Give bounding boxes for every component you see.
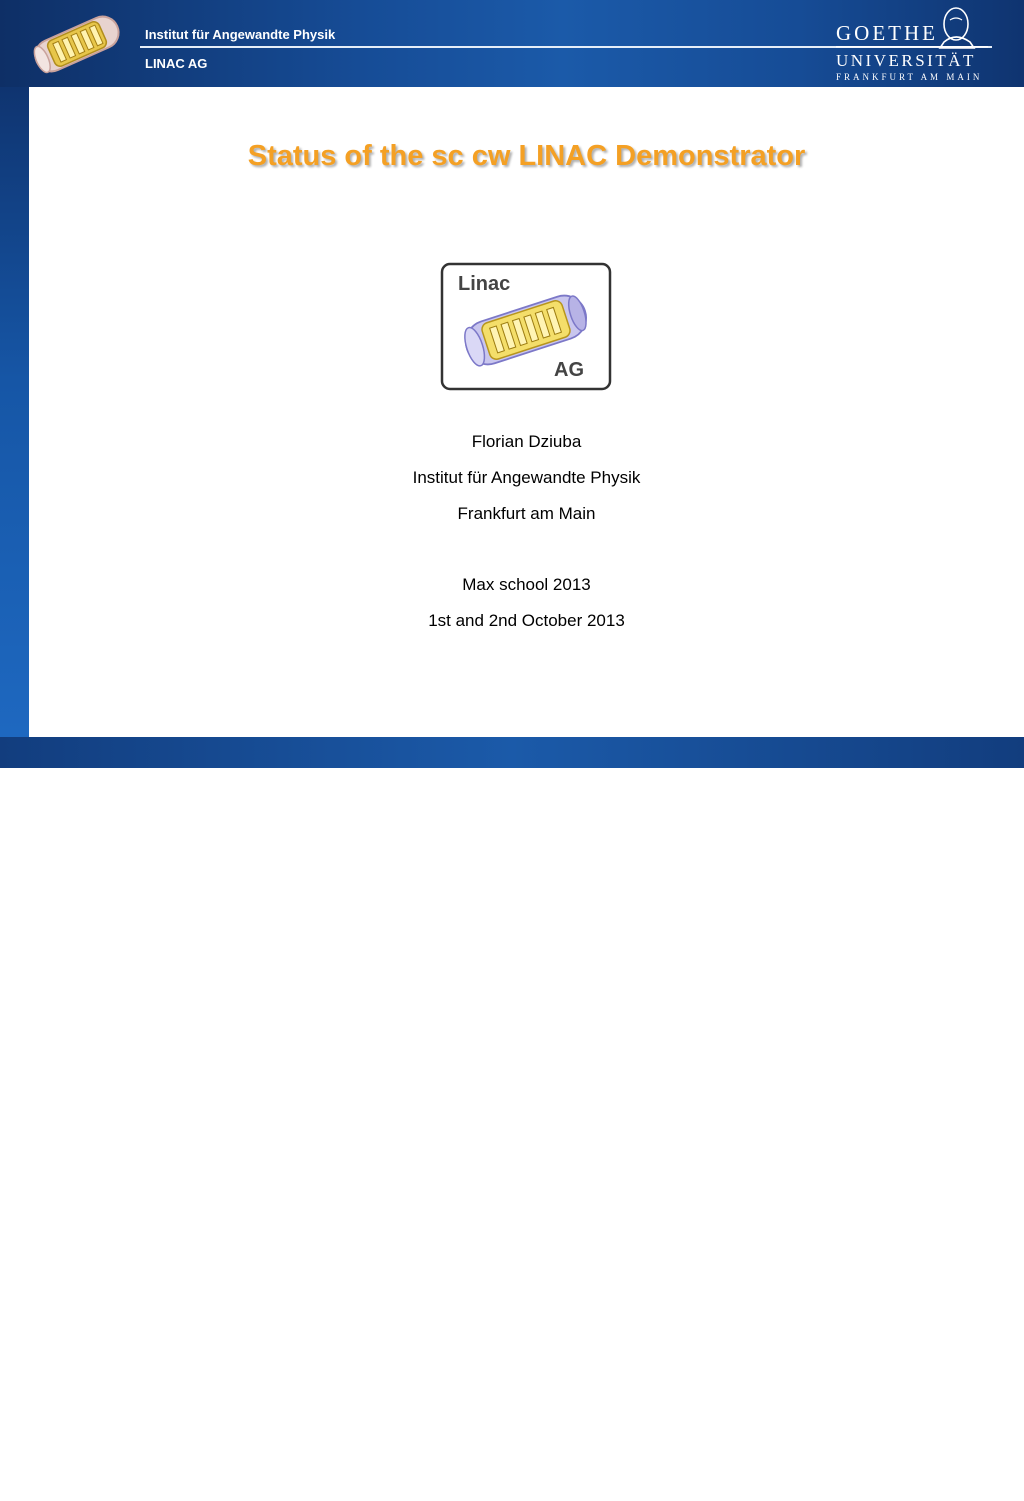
- event-dates: 1st and 2nd October 2013: [428, 611, 625, 630]
- footer-page-number: 1: [505, 1485, 513, 1501]
- university-name-line2: UNIVERSITÄT: [836, 51, 976, 70]
- logo-text-linac: Linac: [458, 273, 511, 295]
- location: Frankfurt am Main: [457, 504, 596, 523]
- footer-event: Max school, October 2nd 2013: [810, 1483, 1012, 1499]
- goethe-university-logo: [832, 2, 992, 84]
- linac-ag-logo: [440, 262, 612, 391]
- left-side-bar: [0, 87, 29, 737]
- event-name: Max school 2013: [462, 575, 591, 594]
- logo-text-ag: AG: [554, 359, 584, 381]
- footer-bar: [0, 737, 1024, 1501]
- footer-author: Florian Dziuba: [24, 1483, 121, 1499]
- header-bar: [0, 0, 1024, 87]
- affiliation: Institut für Angewandte Physik: [412, 468, 641, 487]
- goethe-portrait-icon: [940, 8, 974, 48]
- linac-cavity-logo-icon: [25, 8, 129, 80]
- university-name-line1: GOETHE: [836, 21, 938, 45]
- author-name: Florian Dziuba: [471, 432, 582, 451]
- institute-name: Institut für Angewandte Physik: [145, 27, 336, 42]
- slide-title: Status of the sc cw LINAC Demonstrator: [247, 140, 806, 172]
- group-name: LINAC AG: [145, 56, 208, 71]
- university-name-line3: FRANKFURT AM MAIN: [836, 72, 983, 82]
